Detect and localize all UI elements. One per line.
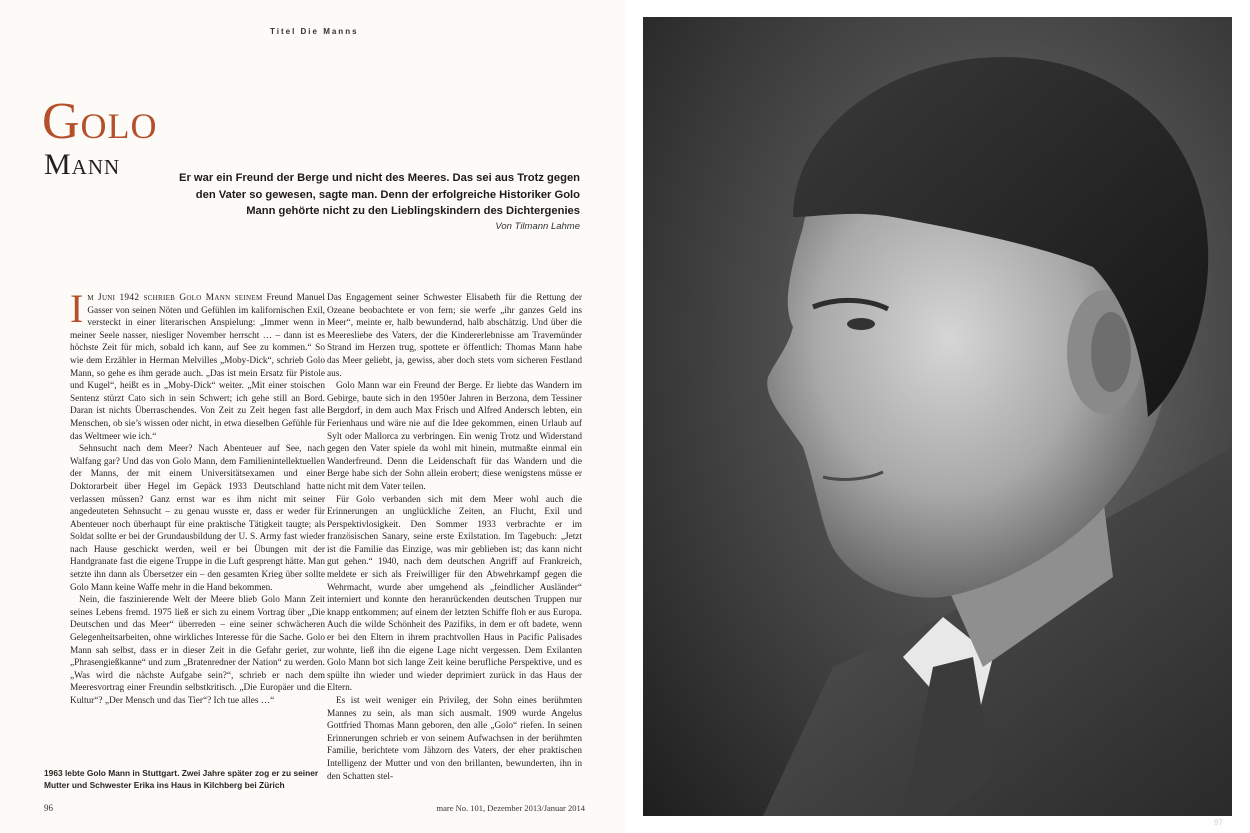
section-label: Titel Die Manns	[270, 27, 359, 36]
photo-caption: 1963 lebte Golo Mann in Stuttgart. Zwei Jahre später zog er zu seiner Mutter und Schwester Erika ins Haus in Kilchberg bei Zürich	[44, 768, 319, 790]
article-paragraph: Es ist weit weniger ein Privileg, der Sohn eines berühmten Mannes zu sein, als man sich ausmalt. 1909 wurde Angelus Gottfried Thomas Mann geboren, den alle „Golo“ riefen. In seinen Erinnerungen schrieb er von seinem Aufwachsen in der berühmten Familie, berichtete vom Jähzorn des Vaters, der eher praktischen Intelligenz der Mutter und von den brillanten, bewunderten, ihn in den Schatten stel-	[327, 696, 582, 782]
article-paragraph: Für Golo verbanden sich mit dem Meer wohl auch die Erinnerungen an unglückliche Zeiten, an Flucht, Exil und Perspektivlosigkeit. Den Sommer 1933 verbrachte er im französischen Sanary, seine erste Exilstation. Im Tagebuch: „Jetzt ist die Familie das Einzige, was mir geblieben ist; das kann nicht gut gehen.“ 1940, nach dem deutschen Angriff auf Frankreich, meldete er sich als Freiwilliger für den Abwehrkampf gegen die Wehrmacht, wurde aber umgehend als „feindlicher Ausländer“ interniert und konnte den heranrückenden deutschen Truppen nur knapp entkommen; auf einem der letzten Schiffe floh er aus Europa. Auch die wilde Schönheit des Pazifiks, in dem er oft badete, wenn er bei den Eltern in ihrem prachtvollen Haus in Pacific Palisades wohnte, ließ ihn die eigene Lage nicht vergessen. Dem Exilanten Golo Mann bot sich lange Zeit keine berufliche Perspektive, und es spülte ihn wieder und wieder deprimiert zurück in das Haus der Eltern.	[327, 494, 582, 694]
page-number-right: 97	[1214, 818, 1223, 827]
article-paragraph: Golo Mann war ein Freund der Berge. Er liebte das Wandern im Gebirge, baute sich in den 1950er Jahren in Berzona, dem Tessiner Bergdorf, in dem auch Max Frisch und Alfred Andersch lebten, ein Ferienhaus und wäre nie auf die Idee gekommen, einen Urlaub auf Sylt oder Mallorca zu verbringen. Ein wenig Trotz und Widerstand gegen den Vater spiele da wohl mit hinein, mutmaßte einmal ein Wanderfreund. Denn die Leidenschaft für das Wandern und die Berge habe sich der Sohn allein erobert; diese wenigstens müsse er nicht mit dem Vater teilen.	[327, 381, 582, 492]
title-first-name: Golo	[42, 93, 158, 150]
paragraph-text: Freund Manuel Gasser von seinen Nöten und Gefühlen im kalifornischen Exil, versteckt in einer literarischen Anspielung: „Immer wenn in meiner Seele nasser, niesliger November herrscht … – dann ist es höchste Zeit für mich, sobald ich kann, auf See zu kommen.“ So wie dem Erzähler in Herman Melvilles „Moby-Dick“, schrieb Golo Mann, so gehe es ihm gerade auch. „Das ist mein Ersatz für Pistole und Kugel“, heißt es in „Moby-Dick“ weiter. „Mit einer stoischen Sentenz stürzt Cato sich in sein Schwert; ich gehe still an Bord. Daran ist nichts Überraschendes. Von Zeit zu Zeit hegen fast alle Menschen, ob sie’s wissen oder nicht, in etwa dieselben Gefühle für das Weltmeer wie ich.“	[70, 293, 325, 442]
article-column-2	[327, 292, 582, 802]
drop-cap: I	[70, 286, 84, 331]
article-paragraph: Sehnsucht nach dem Meer? Nach Abenteuer auf See, nach Walfang gar? Und das von Golo Mann, dem Familienintellektuellen der Manns, der mit einem Universitätsexamen und einer Doktorarbeit über Hegel im Gepäck 1933 Deutschland hatte verlassen müssen? Ganz ernst war es ihm nicht mit seiner angedeuteten Sehnsucht – zu genau wusste er, dass er weder für Abenteuer noch überhaupt für eine praktische Tätigkeit taugte; als Soldat sollte er bei der Grundausbildung der U. S. Army fast wieder nach Hause geschickt werden, weil er bei Übungen mit der Handgranate fast die eigene Truppe in die Luft gesprengt hätte. Man setzte ihn dann als Übersetzer ein – den gesamten Krieg über sollte Golo Mann keine Waffe mehr in die Hand bekommen.	[70, 444, 325, 593]
article-paragraph	[70, 286, 325, 443]
portrait-photo	[643, 17, 1232, 827]
lead-paragraph: Er war ein Freund der Berge und nicht des Meeres. Das sei aus Trotz gegen den Vater so gewesen, sagte man. Denn der erfolgreiche Historiker Golo Mann gehörte nicht zu den Lieblingskindern des Dichtergenies	[179, 172, 580, 217]
byline: Von Tilmann Lahme	[495, 221, 580, 232]
right-page	[625, 0, 1250, 833]
article-column-1	[70, 286, 325, 762]
magazine-issue-footer: mare No. 101, Dezember 2013/Januar 2014	[436, 803, 585, 813]
portrait-illustration	[643, 17, 1232, 816]
page-number-left: 96	[44, 803, 53, 813]
opening-smallcaps: m Juni 1942 schrieb Golo Mann seinem	[87, 293, 263, 303]
article-paragraph: Das Engagement seiner Schwester Elisabeth für die Rettung der Ozeane beobachtete er von fern; sie werfe „ihr ganzes Geld ins Meer“, meinte er, halb bewundernd, halb abschätzig. Und über die Meeresliebe des Vaters, der die Kindererlebnisse am Travemünder Strand im Herzen trug, spottete er öffentlich: Thomas Mann habe das Meer geliebt, ja, gewiss, aber doch stets vom sicheren Festland aus.	[327, 293, 582, 379]
article-paragraph: Nein, die faszinierende Welt der Meere blieb Golo Mann Zeit seines Lebens fremd. 1975 ließ er sich zu einem Vortrag über „Die Deutschen und das Meer“ überreden – eine seiner schwächeren Gelegenheitsarbeiten, ohne wirkliches Interesse für die Sache. Golo Mann sah selbst, dass er in dieser Zeit in die Gefahr geriet, zur „Phrasengießkanne“ und zum „Bratenredner der Nation“ zu werden. „Was wird die nächste Aufgabe sein?“, schrieb er nach dem Meeresvortrag einer Freundin selbstkritisch. „Die Europäer und die Kultur“? „Der Mensch und das Tier“? Ich tue alles …“	[70, 595, 325, 706]
title-last-name: Mann	[44, 148, 121, 181]
